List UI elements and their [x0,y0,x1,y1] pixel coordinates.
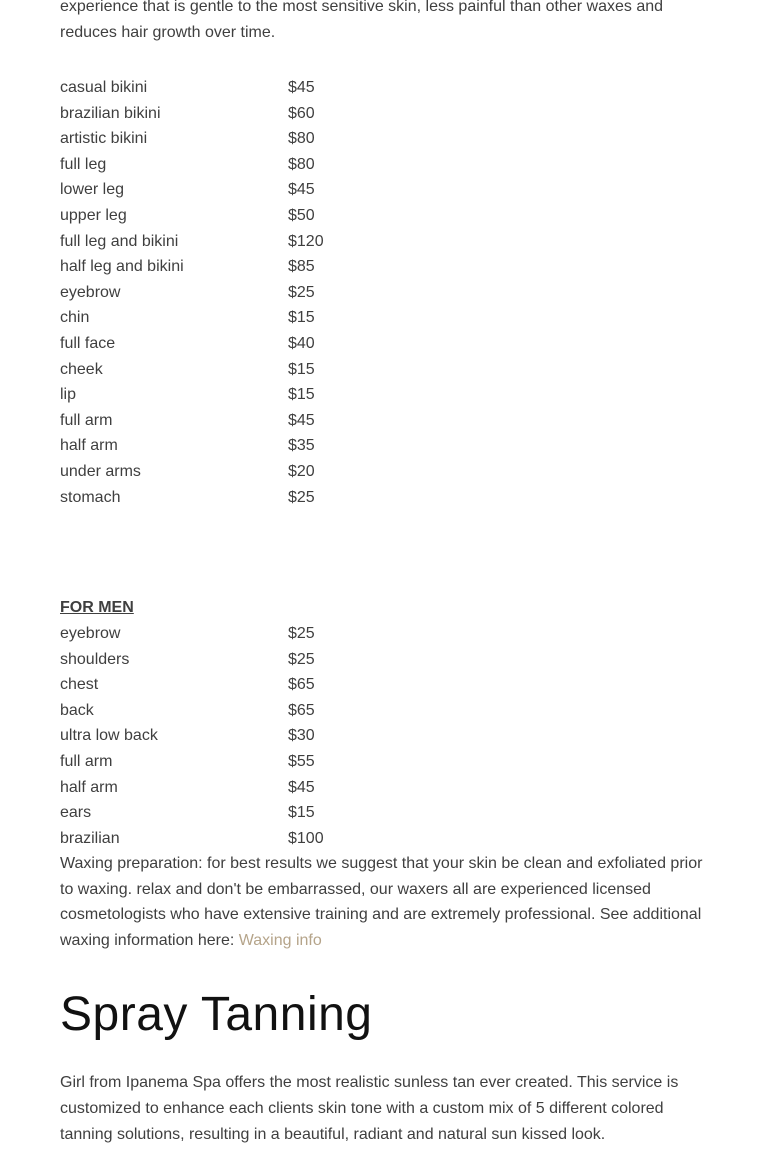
service-price: $45 [288,778,315,796]
service-price: $15 [288,309,315,327]
service-price: $120 [288,232,324,250]
price-row [60,621,715,647]
price-row [60,331,715,357]
service-name: brazilian bikini [60,104,161,122]
service-price: $45 [288,79,315,96]
service-price: $25 [288,283,315,301]
service-name: brazilian [60,829,120,847]
price-row [60,408,715,434]
service-price: $25 [288,650,315,668]
service-name: eyebrow [60,625,121,642]
service-name: ears [60,804,92,822]
service-price: $25 [288,625,315,642]
price-row [60,305,715,331]
service-name: stomach [60,488,121,506]
service-name: lower leg [60,181,125,199]
service-price: $100 [288,829,324,847]
service-price: $35 [288,437,315,455]
service-price: $15 [288,360,315,378]
service-price: $40 [288,334,315,352]
service-name: casual bikini [60,79,148,96]
waxing-intro-text: experience that is gentle to the most sensitive skin, less painful than other waxes and reduces hair growth over time. [60,0,664,41]
service-name: artistic bikini [60,130,148,148]
service-name: full arm [60,752,113,770]
service-price: $15 [288,386,315,404]
price-row [60,698,715,724]
service-name: chest [60,676,99,694]
spray-tanning-text: Girl from Ipanema Spa offers the most realistic sunless tan ever created. This service is customized to enhance each clients skin tone with a custom mix of 5 different colored tanning solutions, resulting in a beautiful, radiant and natural sun kissed look. [60,1074,679,1143]
service-name: full face [60,334,116,352]
price-row [60,203,715,229]
price-row [60,775,715,801]
price-row [60,672,715,698]
service-name: back [60,701,94,719]
men-price-list [60,621,715,851]
waxing-preparation-text [60,851,715,953]
women-price-list [60,75,715,510]
service-name: full leg and bikini [60,232,179,250]
service-price: $65 [288,701,315,719]
service-price: $80 [288,130,315,148]
men-section-title: FOR MEN [60,599,134,616]
service-name: full leg [60,155,107,173]
price-row [60,382,715,408]
service-price: $15 [288,804,315,822]
price-row [60,357,715,383]
price-row [60,723,715,749]
price-row [60,229,715,255]
service-price: $45 [288,181,315,199]
service-price: $60 [288,104,315,122]
service-name: full arm [60,411,113,429]
service-price: $45 [288,411,315,429]
price-row [60,75,715,101]
price-row [60,280,715,306]
service-name: upper leg [60,206,127,224]
service-price: $20 [288,462,315,480]
service-price: $30 [288,727,315,745]
price-row [60,101,715,127]
service-name: half leg and bikini [60,258,184,276]
service-price: $55 [288,752,315,770]
service-price: $65 [288,676,315,694]
service-name: half arm [60,778,118,796]
price-row [60,459,715,485]
price-row [60,152,715,178]
preparation-text: Waxing preparation: for best results we suggest that your skin be clean and exfoliated prior to waxing. relax and don't be embarrassed, our waxers all are experienced licensed cosmetologists who have extensive training and are extremely professional. See additional waxing information here: [60,855,703,949]
service-price: $80 [288,155,315,173]
price-row [60,647,715,673]
price-row [60,749,715,775]
price-row [60,800,715,826]
service-price: $85 [288,258,315,276]
service-name: eyebrow [60,283,121,301]
price-row [60,177,715,203]
waxing-info-link[interactable]: Waxing info [238,931,322,949]
service-name: under arms [60,462,141,480]
service-price: $25 [288,488,315,506]
service-name: ultra low back [60,727,158,745]
service-name: chin [60,309,90,327]
spray-tanning-heading: Spray Tanning [60,988,373,1041]
service-name: half arm [60,437,118,455]
price-row [60,485,715,511]
service-name: shoulders [60,650,130,668]
service-name: cheek [60,360,103,378]
price-row [60,433,715,459]
service-price: $50 [288,206,315,224]
price-row [60,826,715,852]
price-row [60,126,715,152]
price-row [60,254,715,280]
service-name: lip [60,386,77,404]
